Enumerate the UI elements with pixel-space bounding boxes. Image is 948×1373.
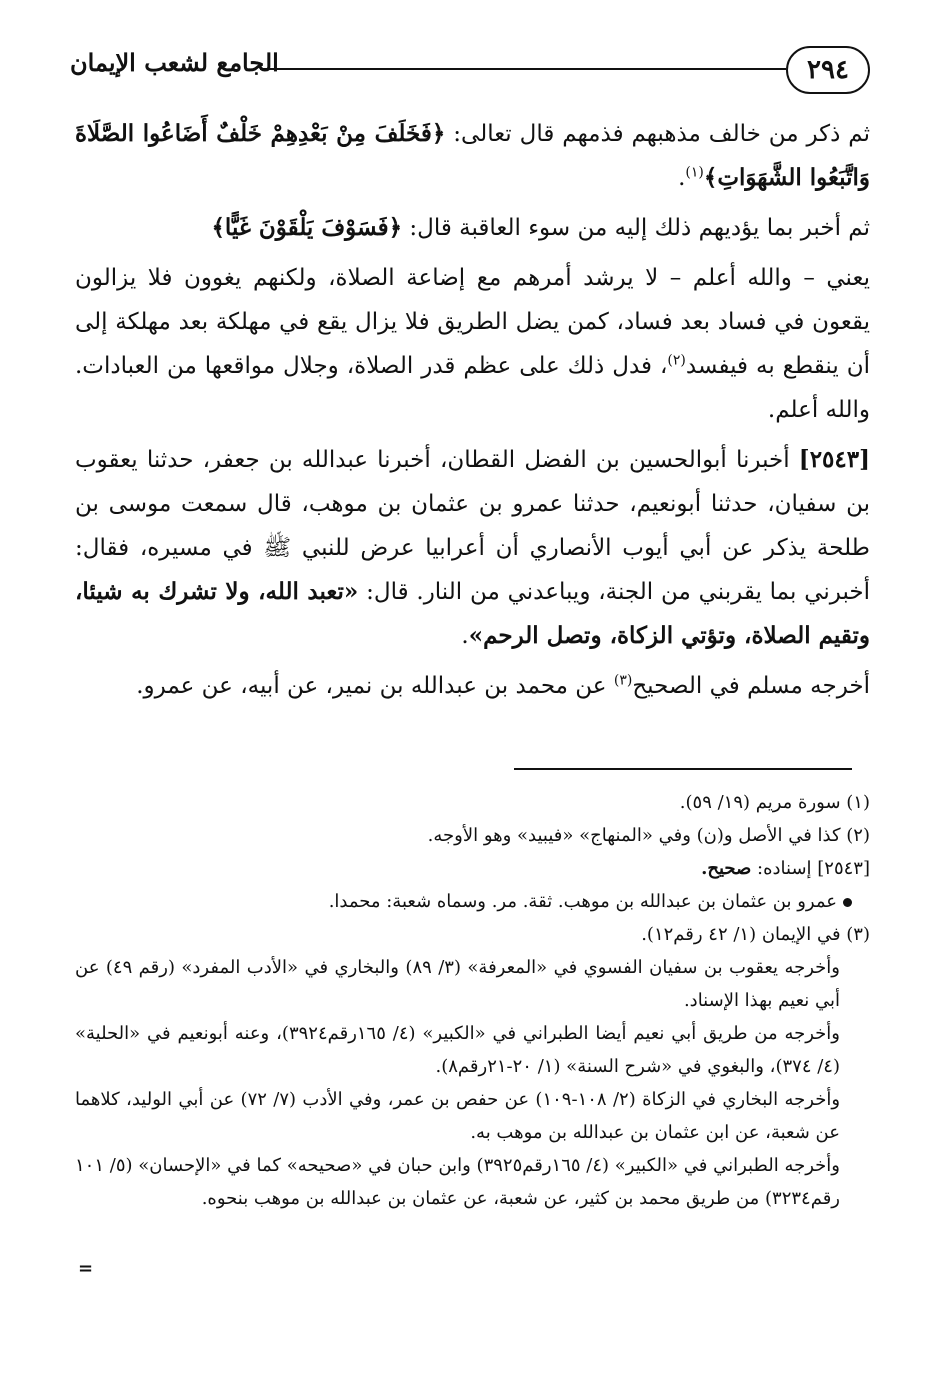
- p2-intro: ثم أخبر بما يؤديهم ذلك إليه من سوء العاقبة قال:: [402, 215, 870, 241]
- paragraph-4: [75, 438, 870, 658]
- p4-end: .: [461, 623, 469, 649]
- footnotes: [75, 786, 870, 1215]
- paragraph-5: [75, 664, 870, 708]
- header-rule: [260, 68, 786, 70]
- p3-text-b: ، فدل ذلك على عظم قدر الصلاة، وجلال مواقعها من العبادات. والله أعلم.: [75, 353, 870, 423]
- page-number: ٢٩٤: [786, 46, 870, 94]
- footnote-isnad-grade: [75, 852, 870, 885]
- p5-text-b: عن محمد بن عبدالله بن نمير، عن أبيه، عن عمرو.: [136, 673, 614, 699]
- hadith-matn: «تعبد الله، ولا تشرك به شيئا، وتقيم الصلاة، وتؤتي الزكاة، وتصل الرحم»: [75, 578, 870, 649]
- paragraph-2: [75, 206, 870, 250]
- footnote-3-takhrij-4: وأخرجه الطبراني في «الكبير» (٤/ ١٦٥رقم٣٩٢٥) وابن حبان في «صحيحه» كما في «الإحسان» (٥/ ١٠١ رقم٣٢٣٤) من طريق محمد بن كثير، عن شعبة، عن عثمان بن عبدالله بن موهب بنحوه.: [75, 1155, 841, 1209]
- bullet-icon: [843, 898, 852, 907]
- p5-text-a: أخرجه مسلم في الصحيح: [632, 673, 870, 699]
- continuation-mark: =: [78, 1258, 94, 1279]
- quran-verse-1: ﴿فَخَلَفَ مِنْ بَعْدِهِمْ خَلْفٌ أَضَاعُوا الصَّلَاةَ وَاتَّبَعُوا الشَّهَوَاتِ﴾: [75, 120, 870, 191]
- narrator-note: عمرو بن عثمان بن عبدالله بن موهب. ثقة. مر. وسماه شعبة: محمدا.: [328, 891, 837, 912]
- footnote-ref-1[interactable]: (١): [685, 164, 704, 181]
- footnote-3: (٣) في الإيمان (١/ ٤٢ رقم١٢).: [641, 924, 870, 945]
- paragraph-3: [75, 256, 870, 432]
- isnad-label: [٢٥٤٣] إسناده:: [751, 858, 870, 879]
- paragraph-1: [75, 112, 870, 200]
- footnote-ref-2[interactable]: (٢): [667, 352, 686, 369]
- footnote-ref-3[interactable]: (٣): [613, 672, 633, 689]
- footnote-3-takhrij-3: وأخرجه البخاري في الزكاة (٢/ ١٠٨-١٠٩) عن حفص بن عمر، وفي الأدب (٧/ ٧٢) عن أبي الوليد، كلاهما عن شعبة، عن ابن عثمان بن عبدالله بن موهب به.: [75, 1089, 841, 1143]
- footnote-3-takhrij-2: وأخرجه من طريق أبي نعيم أيضا الطبراني في «الكبير» (٤/ ١٦٥رقم٣٩٢٤)، وعنه أبونعيم في «الحلية» (٤/ ٣٧٤)، والبغوي في «شرح السنة» (١/ ٢٠-٢١رقم٨).: [75, 1023, 840, 1077]
- footnote-1: (١) سورة مريم (١٩/ ٥٩).: [679, 792, 870, 813]
- p3-text-a: يعني – والله أعلم – لا يرشد أمرهم مع إضاعة الصلاة، ولكنهم يغوون فلا يزالون يقعون في فساد بعد فساد، كمن يضل الطريق فلا يزال يقع في مهلكة بعد مهلكة إلى أن ينقطع به فيفسد: [75, 265, 870, 379]
- hadith-number: [٢٥٤٣]: [798, 446, 870, 473]
- main-text: [75, 112, 870, 708]
- footnote-3-takhrij-1: وأخرجه يعقوب بن سفيان الفسوي في «المعرفة» (٣/ ٨٩) والبخاري في «الأدب المفرد» (رقم ٤٩) عن أبي نعيم بهذا الإسناد.: [75, 957, 841, 1011]
- p1-intro: ثم ذكر من خالف مذهبهم فذمهم قال تعالى:: [445, 121, 871, 147]
- running-title: الجامع لشعب الإيمان: [70, 48, 279, 77]
- p1-end: .: [678, 165, 686, 191]
- isnad-text: أخبرنا أبوالحسين بن الفضل القطان، أخبرنا عبدالله بن جعفر، حدثنا يعقوب بن سفيان، حدثنا أبونعيم، حدثنا عمرو بن عثمان بن موهب، قال سمعت موسى بن طلحة يذكر عن أبي أيوب الأنصاري أن أعرابيا عرض للنبي ﷺ في مسيره، فقال: أخبرني بما يقربني من الجنة، ويباعدني من النار. قال:: [75, 447, 870, 605]
- footnote-narrator: [75, 885, 870, 918]
- page-header: [70, 40, 870, 100]
- isnad-grade: صحيح.: [701, 858, 752, 879]
- quran-verse-2: ﴿فَسَوْفَ يَلْقَوْنَ غَيًّا﴾: [211, 214, 403, 241]
- footnote-2: (٢) كذا في الأصل و(ن) وفي «المنهاج» «فيبيد» وهو الأوجه.: [427, 825, 870, 846]
- footnote-separator: [514, 768, 852, 770]
